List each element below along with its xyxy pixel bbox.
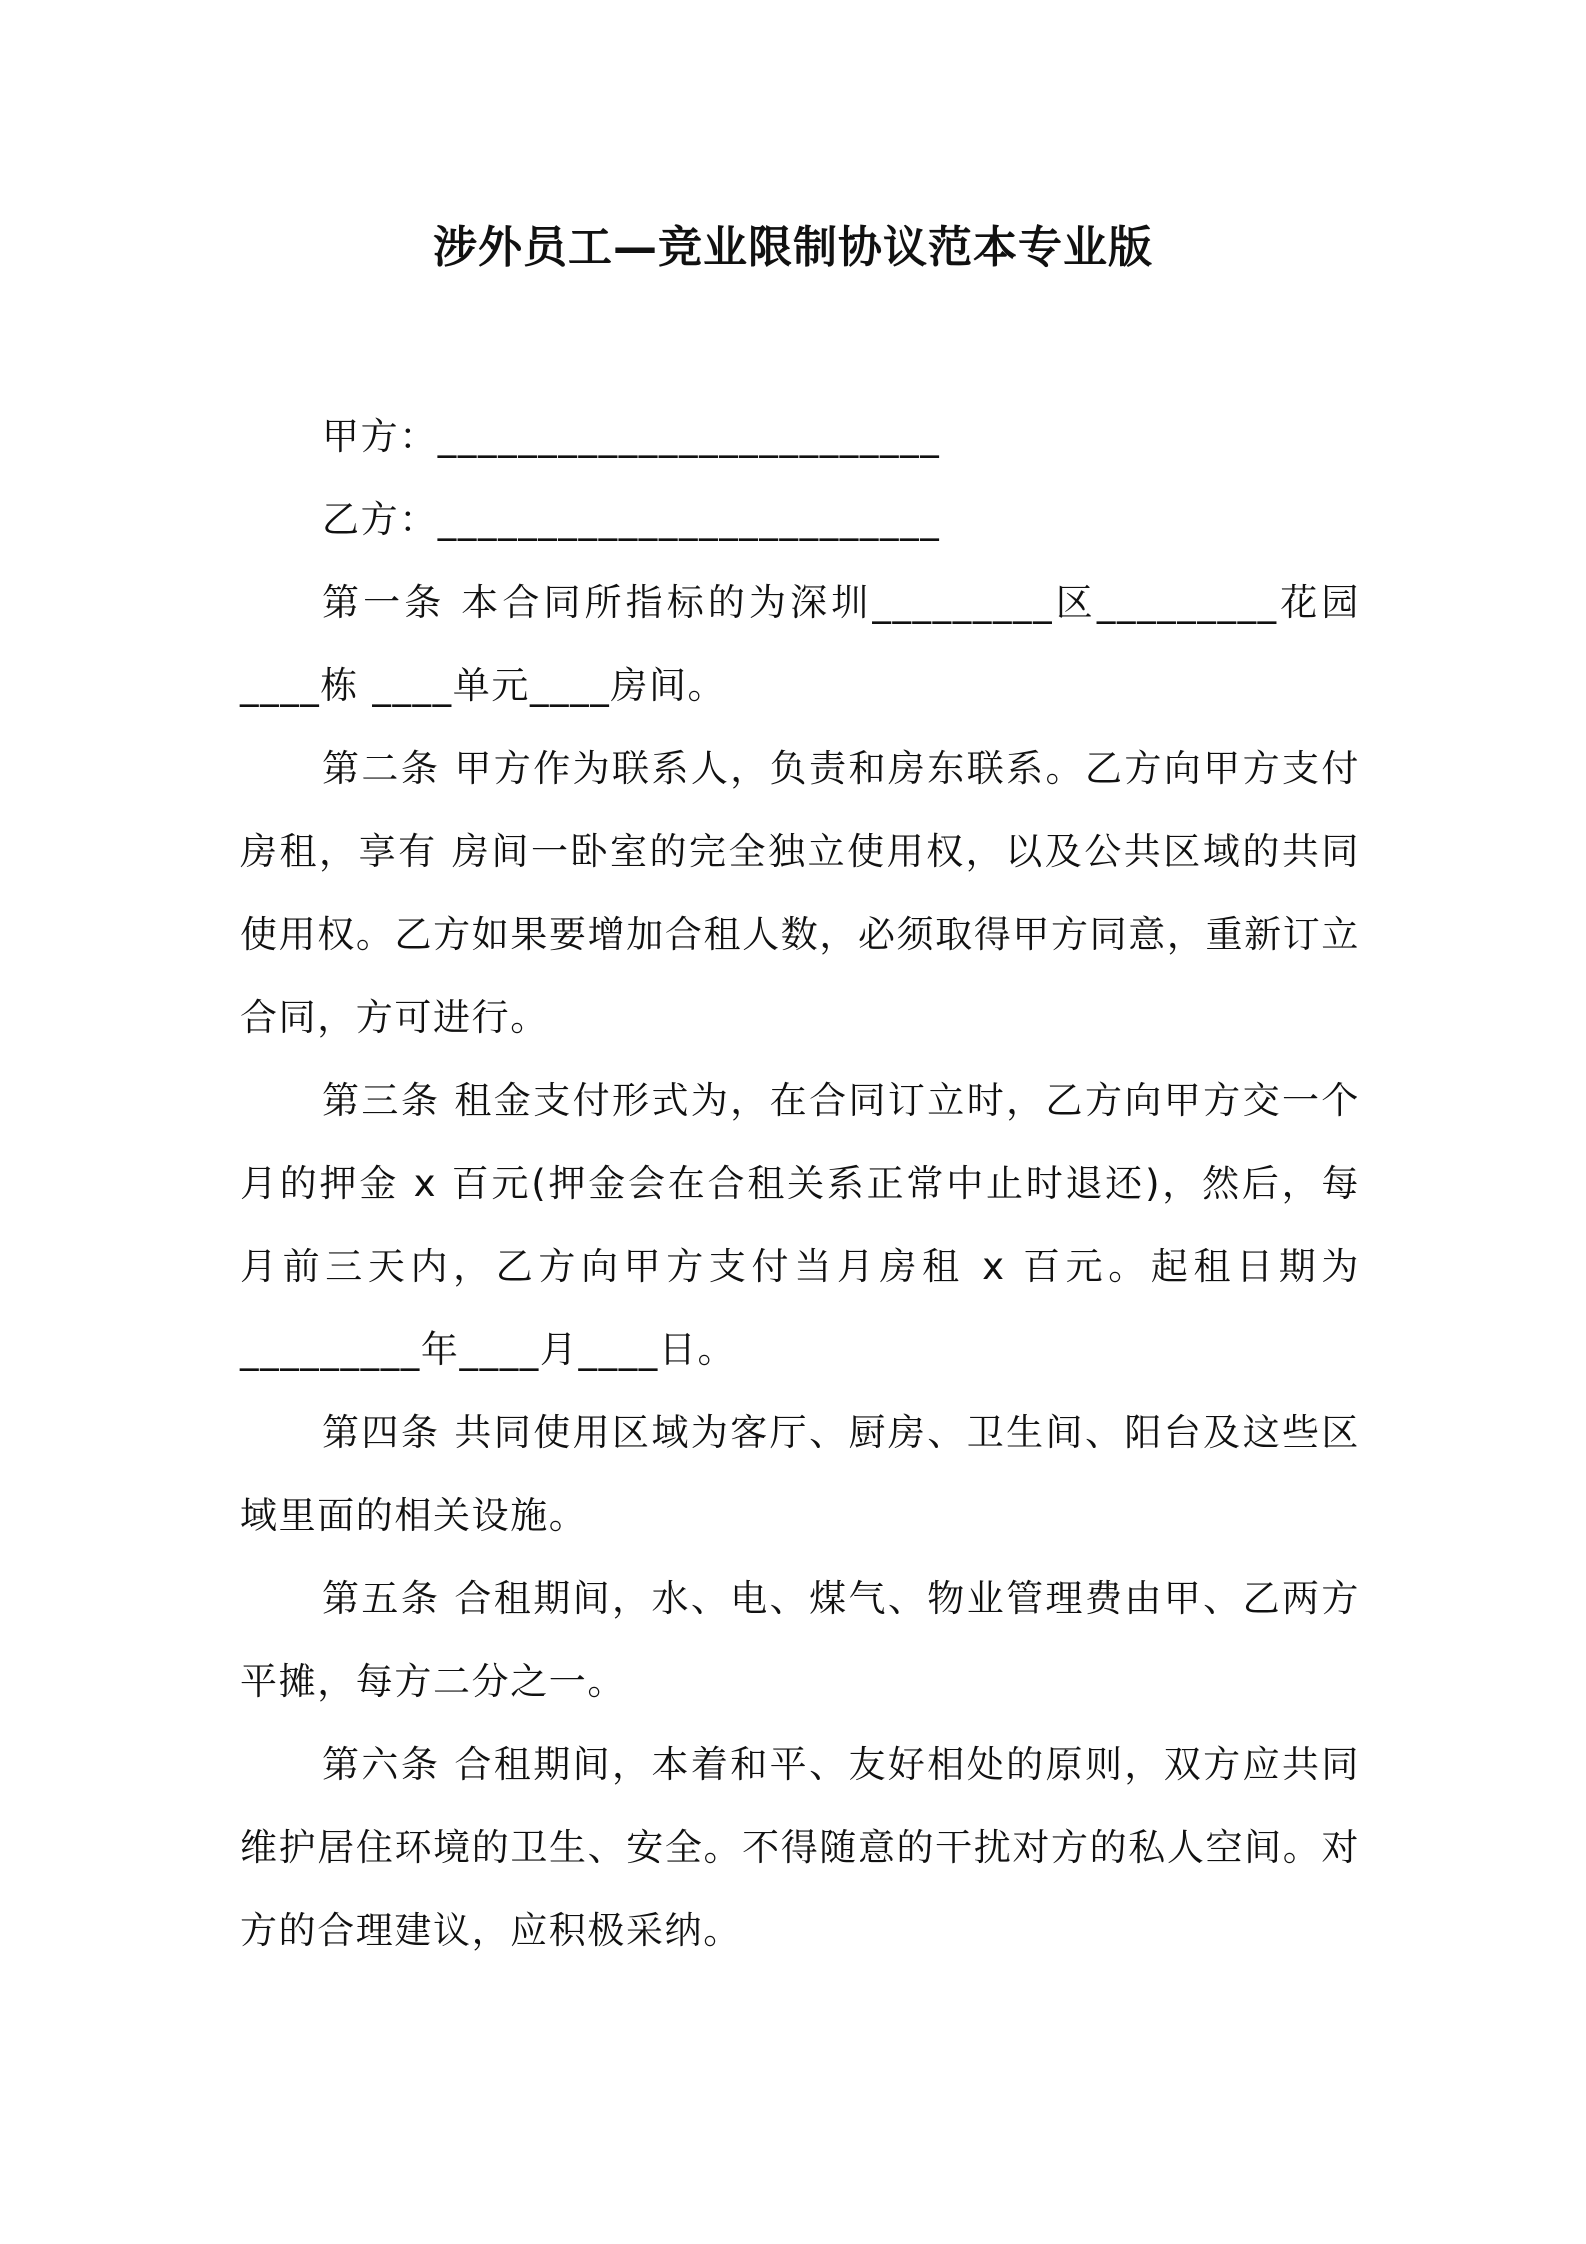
- party-a-line: 甲方：_________________________: [322, 415, 941, 458]
- article-3: 第三条 租金支付形式为，在合同订立时，乙方向甲方交一个月的押金 x 百元(押金会在合租关系正常中止时退还)，然后，每月前三天内，乙方向甲方支付当月房租 x 百元。起租日期为_________年____月____日。: [240, 1079, 1360, 1371]
- document-title: 涉外员工—竞业限制协议范本专业版: [433, 222, 1153, 273]
- article-1: 第一条 本合同所指标的为深圳_________区_________花园____栋 ____单元____房间。: [240, 581, 1360, 707]
- party-b-line: 乙方：_________________________: [322, 498, 941, 541]
- article-5: 第五条 合租期间，水、电、煤气、物业管理费由甲、乙两方平摊，每方二分之一。: [240, 1577, 1360, 1703]
- article-6: 第六条 合租期间，本着和平、友好相处的原则，双方应共同维护居住环境的卫生、安全。不得随意的干扰对方的私人空间。对方的合理建议，应积极采纳。: [240, 1743, 1360, 1952]
- article-4: 第四条 共同使用区域为客厅、厨房、卫生间、阳台及这些区域里面的相关设施。: [240, 1411, 1360, 1537]
- article-2: 第二条 甲方作为联系人，负责和房东联系。乙方向甲方支付房租，享有 房间一卧室的完全独立使用权，以及公共区域的共同使用权。乙方如果要增加合租人数，必须取得甲方同意，重新订立合同，方可进行。: [240, 747, 1360, 1039]
- document-body: [240, 395, 1360, 1972]
